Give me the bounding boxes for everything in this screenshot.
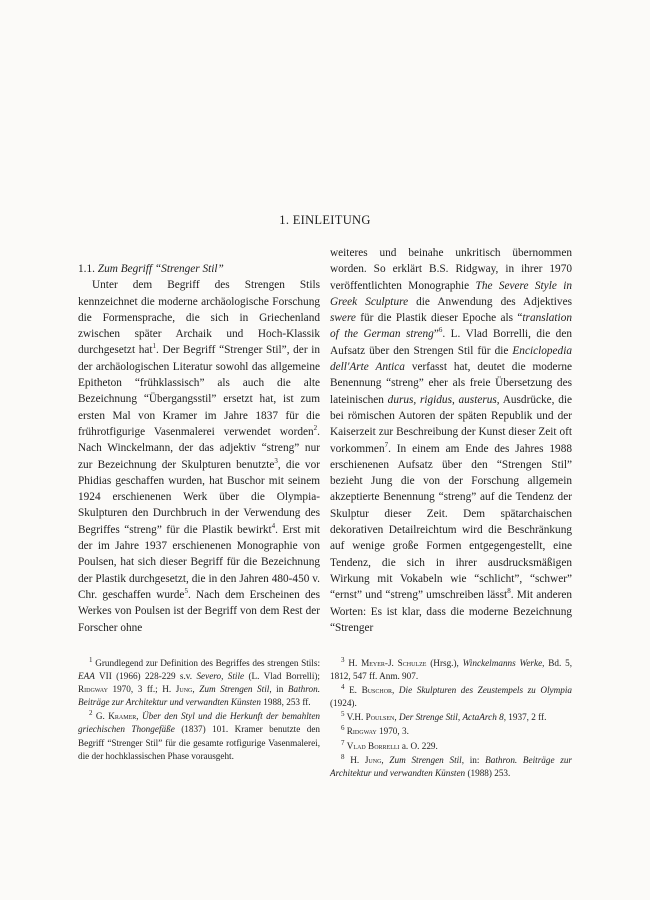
text-run: . L. Vlad Borrelli, die den Aufsatz über den Strengen Stil für die (330, 328, 572, 357)
footnote-ref[interactable]: 8 (507, 587, 511, 596)
footnote-6 (330, 725, 572, 738)
footnote-number: 3 (341, 655, 345, 664)
text-run: , (136, 711, 142, 722)
footnote-ref[interactable]: 6 (438, 326, 443, 335)
footnote-ref[interactable]: 5 (184, 587, 188, 596)
italic-text: EAA (78, 671, 95, 682)
italic-quote: translation of the German streng (330, 312, 572, 341)
footnote-8 (330, 754, 572, 780)
footnote-number: 4 (341, 683, 345, 692)
author-name: Kramer (108, 711, 137, 722)
text-run: 1988, 253 ff. (260, 697, 311, 708)
text-run: , (457, 712, 463, 723)
text-run: , (381, 754, 390, 765)
text-run: , in: (461, 754, 486, 765)
footnote-number: 5 (341, 710, 345, 719)
footnote-number: 6 (341, 724, 345, 733)
italic-title: The Severe Style in Greek Sculpture (330, 279, 572, 308)
footnote-ref[interactable]: 4 (271, 521, 276, 530)
text-run: , (392, 685, 399, 696)
footnote-number: 1 (89, 655, 93, 664)
body-column-left (78, 261, 320, 636)
italic-text: ActaArch 8 (462, 712, 504, 723)
text-run: . Der Begriff “Strenger Stil”, der in der archäologischen Literatur sowohl das allgemeine Epitheton “frühklassisch” als auch die alte Bezeichnung “Übergangsstil” ersetzt hat, ist zum ersten Mal von Kramer im Jahre 1837 für die frührotfigurige Vasenmalerei verwendet worden (78, 344, 320, 438)
footnote-3 (330, 657, 572, 683)
footnote-1 (78, 657, 320, 709)
text-run: (1988) 253. (465, 767, 511, 778)
text-run: , Bd. 5, 1812, 547 ff. Anm. 907. (330, 658, 573, 682)
text-run: a. O. 229. (399, 740, 438, 751)
italic-text: Severo, Stile (196, 671, 245, 682)
italic-text: Bathron. Beiträge zur Architektur und verwandten Künsten (330, 754, 572, 778)
text-run: E. (344, 685, 362, 696)
text-run: H. (344, 658, 362, 668)
italic-text: Winckelmanns Werke (462, 658, 543, 668)
italic-term: durus, rigidus, austerus (387, 393, 497, 406)
text-run: Grundlegend zur Definition des Begriffes des strengen Stils: (92, 658, 320, 668)
text-run: 1970, 3. (376, 726, 409, 737)
text-run: G. (92, 711, 109, 722)
footnote-2 (78, 710, 320, 762)
text-run: Unter dem Begriff des Strengen Stils kennzeichnet die moderne archäologische Forschung die Formensprache, die sich in Griechenland zwischen später Archaik und Hoch-Klassik durchgesetzt hat (78, 279, 320, 357)
italic-text: Der Strenge Stil (398, 712, 458, 723)
author-name: Schulze (397, 658, 427, 668)
paragraph (330, 245, 572, 636)
text-run: (Hrsg.), (426, 658, 463, 668)
author-name: Buschor (361, 685, 393, 696)
text-run: (1924). (330, 698, 357, 709)
footnote-number: 7 (341, 738, 345, 747)
author-name: Vlad Borrelli (346, 740, 400, 751)
text-run: . In einem am Ende des Jahres 1988 erschienenen Aufsatz über den “Strengen Stil” bezieht Jung die von der Forschung allgemein akzeptierte Benennung “streng” auf die Tendenz der Skulptur dieser Zeit. Dem spätarchaischen dekorativen Detailreichtum wird die Beschränkung auf wenige große Formen entgegengestellt, eine Tendenz, die sich in ihrer ausdrucksmäßigen Wirkung mit Vokabeln wie “schlicht”, “schwer” “ernst” und “streng” umschreiben lässt (330, 442, 572, 602)
footnote-ref[interactable]: 7 (384, 440, 389, 449)
footnote-4 (330, 684, 572, 710)
footnote-number: 2 (89, 709, 93, 718)
text-run: . Erst mit der im Jahre 1937 erschienenen Monographie von Poulsen, hat sich dieser Begriff für die Bezeichnung der Plastik durchgesetzt, die in den Jahren 480-450 v. Chr. geschaffen wurde (78, 523, 320, 601)
text-run: , (192, 684, 200, 695)
text-run: weiteres und beinahe unkritisch übernommen worden. So erklärt B.S. Ridgway, in ihrer 1970 veröffentlichten Monographie (330, 247, 572, 292)
chapter-title: 1. EINLEITUNG (279, 213, 371, 227)
text-run: , 1937, 2 ff. (503, 712, 547, 723)
text-run: -J. (384, 658, 398, 668)
paragraph (78, 277, 320, 636)
text-run: , Ausdrücke, die bei römischen Autoren der späten Republik und der Kaiserzeit zur Beschreibung der Kunst dieser Zeit oft vorkommen (330, 393, 572, 455)
footnote-5 (330, 711, 572, 724)
text-run: ” (433, 328, 439, 341)
footnote-ref[interactable]: 1 (152, 342, 157, 351)
text-run: verfasst hat, deutet die moderne Benennung “streng” eher als freie Übersetzung des lateinischen (330, 361, 572, 406)
section-title: Zum Begriff “Strenger Stil” (97, 263, 224, 275)
text-run: , (394, 712, 399, 723)
italic-text: Zum Strengen Stil (389, 754, 462, 765)
text-run: , in (269, 684, 288, 695)
text-run: die Anwendung des Adjektives (408, 295, 572, 308)
author-name: Jung (175, 684, 193, 695)
text-run: (L. Vlad Borrelli); (244, 671, 320, 682)
body-column-right (330, 245, 572, 636)
text-run: V.H. (344, 712, 366, 723)
footnote-7 (330, 740, 572, 753)
author-name: Poulsen (365, 712, 395, 723)
text-run: (1837) 101. Kramer benutzte den Begriff “Strenger Stil” für die gesamte rotfigurige Vasenmalerei, die der hochklassischen Phase vorausgeht. (78, 724, 320, 761)
text-run: . Nach Winckelmann, der das adjektiv “streng” nur zur Bezeichnung der Skulpturen benutzte (78, 425, 320, 471)
text-run: 1970, 3 ff.; H. (107, 684, 176, 695)
text-run: H. (344, 754, 365, 765)
section-number: 1.1. (78, 263, 95, 275)
author-name: Jung (364, 754, 382, 765)
italic-term: swere (330, 312, 356, 325)
footnote-ref[interactable]: 2 (313, 424, 318, 433)
author-name: Meyer (361, 658, 385, 668)
text-run: . Mit anderen Worten: Es ist klar, dass die moderne Bezeichnung “Strenger (330, 589, 573, 634)
italic-title: Enciclopedia dell'Arte Antica (330, 344, 572, 374)
footnote-number: 8 (341, 752, 345, 761)
italic-text: Über den Styl und die Herkunft der bemahlten griechischen Thongefäße (78, 711, 321, 735)
text-run: VII (1966) 228-229 s.v. (94, 671, 197, 682)
footnote-ref[interactable]: 3 (274, 456, 278, 465)
italic-text: Zum Strengen Stil (199, 684, 270, 695)
italic-text: Bathron. Beiträge zur Architektur und verwandten Künsten (78, 684, 320, 708)
section-heading (78, 261, 320, 277)
italic-text: Die Skulpturen des Zeustempels zu Olympia (398, 685, 572, 696)
author-name: Ridgway (346, 726, 377, 737)
text-run: , die vor Phidias geschaffen wurden, hat Buschor mit seinem 1924 erschienenen Werk über die Olympia-Skulpturen den Durchbruch in der Verwendung des Begriffes “streng” für die Plastik bewirkt (78, 458, 320, 536)
footnotes-right (330, 657, 572, 781)
author-name: Ridgway (78, 684, 108, 695)
footnotes-left (78, 657, 320, 764)
text-run: für die Plastik dieser Epoche als “ (355, 312, 523, 325)
text-run: . Nach dem Erscheinen des Werkes von Poulsen ist der Begriff von dem Rest der Forscher ohne (78, 588, 320, 634)
